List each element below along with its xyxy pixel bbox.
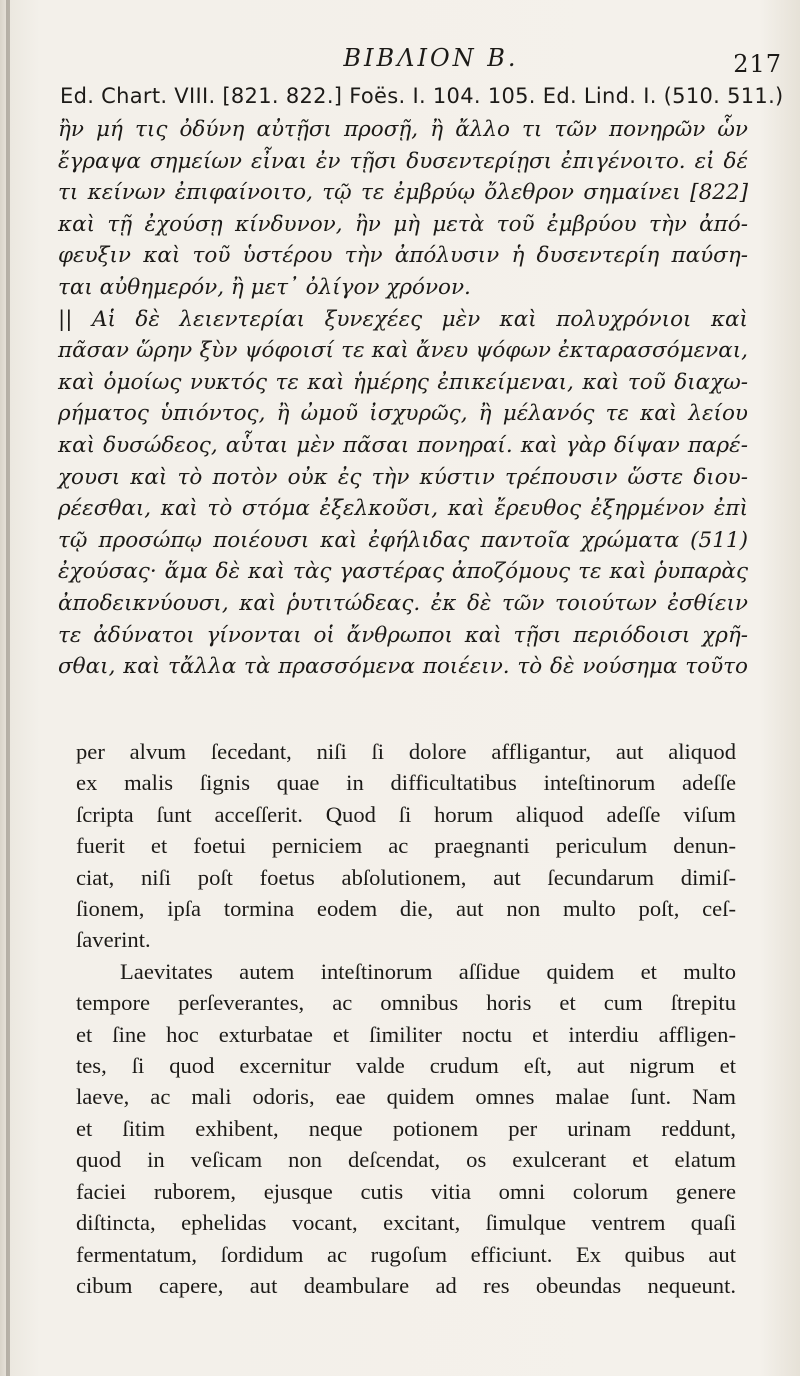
latin-line: quod in veſicam non deſcendat, os exulcerant et elatum — [76, 1147, 736, 1173]
greek-line: φευξιν καὶ τοῦ ὑστέρου τὴν ἀπόλυσιν ἡ δυσεντερίη παύση- — [58, 243, 748, 269]
page-header — [80, 44, 782, 80]
latin-line: ciat, niſi poſt foetus abſolutionem, aut ſecundarum dimiſ- — [76, 864, 736, 890]
latin-line: ex malis ſignis quae in difficultatibus inteſtinorum adeſſe — [76, 770, 736, 796]
latin-line: per alvum ſecedant, niſi ſi dolore affligantur, aut aliquod — [76, 739, 736, 764]
latin-line: faciei ruborem, ejusque cutis vitia omni colorum genere — [76, 1178, 736, 1204]
greek-line: ται αὐθημερόν, ἢ μετ᾽ ὀλίγον χρόνον. — [58, 274, 471, 300]
latin-text-block — [76, 736, 736, 1301]
page-gutter-shadow — [6, 0, 10, 1376]
page-number: 217 — [733, 50, 782, 78]
latin-line: et ſitim exhibent, neque potionem per urinam reddunt, — [76, 1115, 736, 1141]
greek-line: καὶ τῇ ἐχούσῃ κίνδυνον, ἢν μὴ μετὰ τοῦ ἐμβρύου τὴν ἀπό- — [58, 211, 748, 237]
greek-line: χουσι καὶ τὸ ποτὸν οὐκ ἐς τὴν κύστιν τρέπουσιν ὥστε διου- — [58, 464, 748, 490]
latin-line: fuerit et foetui perniciem ac praegnanti periculum denun- — [76, 833, 736, 859]
greek-text-block — [58, 114, 748, 683]
greek-line: τι κείνων ἐπιφαίνοιτο, τῷ τε ἐμβρύῳ ὄλεθρον σημαίνει [822] — [58, 180, 748, 206]
greek-line: ἀποδεικνύουσι, καὶ ῥυτιτώδεας. ἐκ δὲ τῶν τοιούτων ἐσθίειν — [58, 590, 748, 616]
greek-line: καὶ δυσώδεος, αὗται μὲν πᾶσαι πονηραί. καὶ γὰρ δίψαν παρέ- — [58, 432, 748, 458]
latin-line: laeve, ac mali odoris, eae quidem omnes malae ſunt. Nam — [76, 1084, 736, 1110]
greek-line: καὶ ὁμοίως νυκτός τε καὶ ἡμέρης ἐπικείμεναι, καὶ τοῦ διαχω- — [58, 369, 748, 395]
greek-line: ἐχούσας· ἅμα δὲ καὶ τὰς γαστέρας ἀποζόμους τε καὶ ῥυπαρὰς — [58, 559, 748, 585]
greek-line: ἢν μή τις ὀδύνη αὐτῇσι προσῇ, ἢ ἄλλο τι τῶν πονηρῶν ὧν — [58, 117, 748, 142]
greek-line: ρέεσθαι, καὶ τὸ στόμα ἐξελκοῦσι, καὶ ἔρευθος ἐξηρμένον ἐπὶ — [58, 496, 748, 522]
latin-line: ſaverint. — [76, 927, 151, 953]
greek-line: ρήματος ὑπιόντος, ἢ ὠμοῦ ἰσχυρῶς, ἢ μέλανός τε καὶ λείου — [58, 401, 748, 427]
greek-line: πᾶσαν ὥρην ξὺν ψόφοισί τε καὶ ἄνευ ψόφων ἐκταρασσόμεναι, — [58, 338, 748, 364]
greek-line: τε ἀδύνατοι γίνονται οἱ ἄνθρωποι καὶ τῇσι περιόδοισι χρῆ- — [58, 622, 748, 648]
greek-line: || Αἱ δὲ λειεντερίαι ξυνεχέες μὲν καὶ πολυχρόνιοι καὶ — [58, 306, 748, 332]
latin-line: ſionem, ipſa tormina eodem die, aut non multo poſt, ceſ- — [76, 896, 736, 922]
latin-line: fermentatum, ſordidum ac rugoſum efficiunt. Ex quibus aut — [76, 1241, 736, 1267]
latin-line: ſcripta ſunt acceſſerit. Quod ſi horum aliquod adeſſe viſum — [76, 801, 736, 827]
latin-line: diſtincta, ephelidas vocant, excitant, ſimulque ventrem quaſi — [76, 1210, 736, 1236]
latin-line: tes, ſi quod excernitur valde crudum eſt, aut nigrum et — [76, 1053, 736, 1079]
greek-line: σθαι, καὶ τἄλλα τὰ πρασσόμενα ποιέειν. τὸ δὲ νούσημα τοῦτο — [58, 654, 748, 680]
running-title: ΒΙΒΛΙΟΝ Β. — [343, 44, 519, 72]
latin-line: Laevitates autem inteſtinorum aſſidue quidem et multo — [120, 958, 736, 984]
latin-line: tempore perſeverantes, ac omnibus horis et cum ſtrepitu — [76, 990, 736, 1016]
latin-line: et ſine hoc exturbatae et ſimiliter noctu et interdiu affligen- — [76, 1021, 736, 1047]
greek-line: ἔγραψα σημείων εἶναι ἐν τῇσι δυσεντερίῃσι ἐπιγένοιτο. εἰ δέ — [58, 148, 748, 174]
greek-line: τῷ προσώπῳ ποιέουσι καὶ ἐφήλιδας παντοῖα χρώματα (511) — [58, 527, 748, 553]
edition-reference-line: Ed. Chart. VIII. [821. 822.] Foës. I. 104. 105. Ed. Lind. I. (510. 511.) — [60, 84, 784, 108]
latin-line: cibum capere, aut deambulare ad res obeundas nequeunt. — [76, 1272, 736, 1298]
